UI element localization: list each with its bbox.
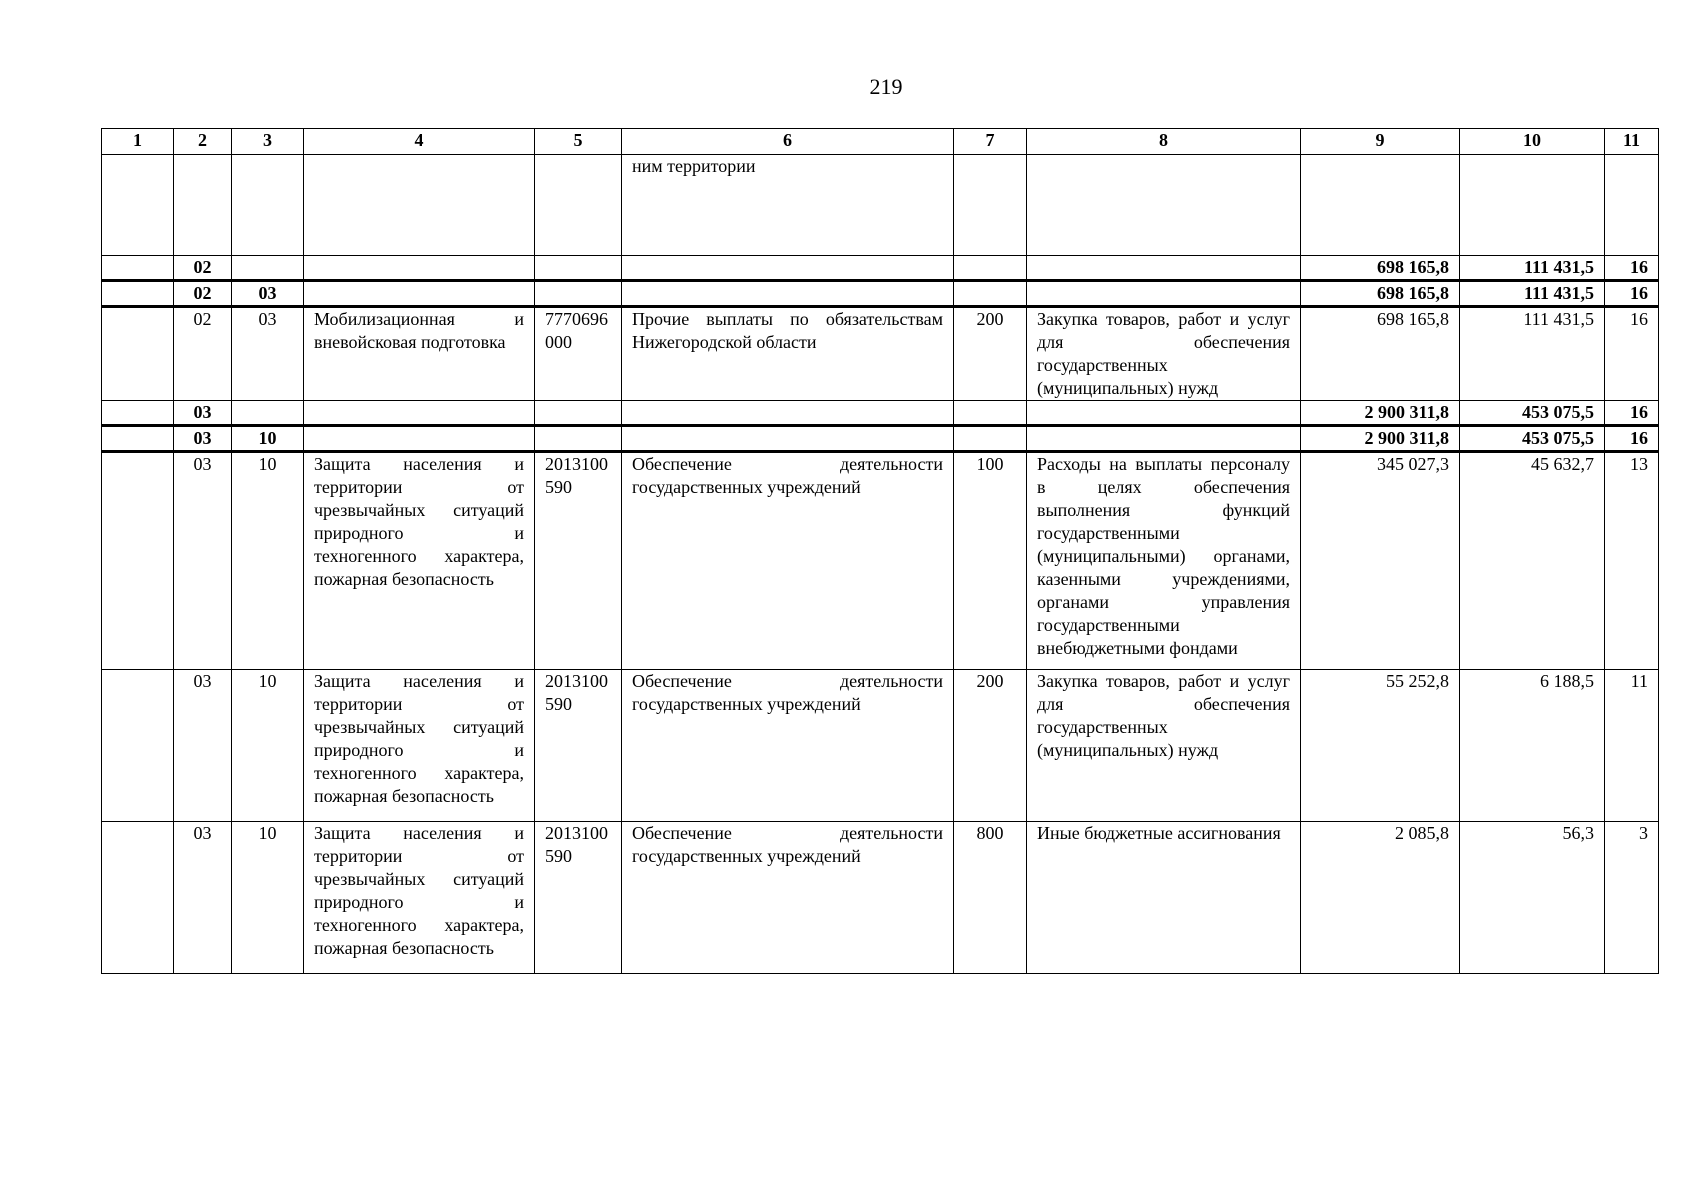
cell-subsection: 10 (232, 426, 304, 452)
cell-amount-actual: 56,3 (1460, 822, 1605, 974)
cell-amount-plan: 698 165,8 (1301, 281, 1460, 307)
cell-col1 (102, 426, 174, 452)
cell-amount-actual: 45 632,7 (1460, 452, 1605, 670)
cell-amount-plan: 2 900 311,8 (1301, 426, 1460, 452)
cell-section: 03 (174, 452, 232, 670)
cell-percent: 13 (1605, 452, 1659, 670)
cell-section: 02 (174, 256, 232, 281)
cell-expense-type-name: Расходы на выплаты персоналу в целях обеспечения выполнения функций государственными (муниципальными) органами, казенными учреждениями, органами управления государственными внебюджетными фондами (1027, 452, 1301, 670)
cell-amount-plan: 345 027,3 (1301, 452, 1460, 670)
col-header-7: 7 (954, 129, 1027, 155)
cell-amount-plan: 698 165,8 (1301, 256, 1460, 281)
cell-amount-plan: 2 085,8 (1301, 822, 1460, 974)
cell-section: 03 (174, 426, 232, 452)
cell-subsection: 10 (232, 452, 304, 670)
cell-target-name: Прочие выплаты по обязательствам Нижегородской области (622, 307, 954, 401)
page-number: 219 (869, 74, 903, 99)
cell-section: 02 (174, 281, 232, 307)
cell-target-name (622, 401, 954, 426)
cell-amount-actual: 111 431,5 (1460, 281, 1605, 307)
table-row (102, 452, 1659, 670)
cell-expense-type-name (1027, 281, 1301, 307)
cell-section: 02 (174, 307, 232, 401)
continuation-row (102, 155, 1659, 256)
cell-section-name (304, 256, 535, 281)
cell-col1 (102, 281, 174, 307)
cell-section-name (304, 281, 535, 307)
col-header-5: 5 (535, 129, 622, 155)
cell-target-code (535, 256, 622, 281)
cell-section-name: Защита населения и территории от чрезвычайных ситуаций природного и техногенного характера, пожарная безопасность (304, 670, 535, 822)
cell-col1 (102, 822, 174, 974)
cell-section-name (304, 401, 535, 426)
subtotal-row (102, 426, 1659, 452)
budget-table (101, 128, 1659, 974)
cell-expense-type-name (1027, 256, 1301, 281)
cell-section-name: Защита населения и территории от чрезвычайных ситуаций природного и техногенного характера, пожарная безопасность (304, 822, 535, 974)
cell-expense-type (954, 401, 1027, 426)
cell-target-code (535, 426, 622, 452)
cell-amount-actual: 453 075,5 (1460, 426, 1605, 452)
cell-percent: 16 (1605, 401, 1659, 426)
cell-expense-type (954, 256, 1027, 281)
cell-expense-type: 800 (954, 822, 1027, 974)
cell-col1 (102, 452, 174, 670)
cell-section-name: Мобилизационная и вневойсковая подготовка (304, 307, 535, 401)
cell-section: 03 (174, 670, 232, 822)
cell-section-name: Защита населения и территории от чрезвычайных ситуаций природного и техногенного характера, пожарная безопасность (304, 452, 535, 670)
cell-target-name (622, 281, 954, 307)
subtotal-row (102, 281, 1659, 307)
cell-percent: 16 (1605, 281, 1659, 307)
header-row (102, 129, 1659, 155)
col-header-6: 6 (622, 129, 954, 155)
cell-col1 (102, 256, 174, 281)
cell-target-code: 2013100590 (535, 452, 622, 670)
cell-subsection: 10 (232, 822, 304, 974)
cell-percent: 16 (1605, 426, 1659, 452)
cell-amount-actual: 453 075,5 (1460, 401, 1605, 426)
col-header-10: 10 (1460, 129, 1605, 155)
cell-amount-actual: 6 188,5 (1460, 670, 1605, 822)
cell-target-name (622, 256, 954, 281)
cell-expense-type: 100 (954, 452, 1027, 670)
cell-subsection: 10 (232, 670, 304, 822)
cell-section: 03 (174, 401, 232, 426)
subtotal-row (102, 401, 1659, 426)
cell-target-code (535, 281, 622, 307)
cell-amount-plan: 2 900 311,8 (1301, 401, 1460, 426)
cell-section: 03 (174, 822, 232, 974)
cell-section-name (304, 426, 535, 452)
cell-target-code (535, 401, 622, 426)
col-header-9: 9 (1301, 129, 1460, 155)
cell-percent: 3 (1605, 822, 1659, 974)
col-header-11: 11 (1605, 129, 1659, 155)
cell-target-name: Обеспечение деятельности государственных учреждений (622, 822, 954, 974)
cell-subsection: 03 (232, 307, 304, 401)
cell-target-name: Обеспечение деятельности государственных учреждений (622, 670, 954, 822)
table-row (102, 307, 1659, 401)
cell-target-name (622, 426, 954, 452)
continuation-text: ним территории (622, 155, 954, 256)
cell-target-code: 2013100590 (535, 822, 622, 974)
cell-expense-type-name: Закупка товаров, работ и услуг для обеспечения государственных (муниципальных) нужд (1027, 670, 1301, 822)
table-row (102, 822, 1659, 974)
col-header-8: 8 (1027, 129, 1301, 155)
cell-subsection (232, 401, 304, 426)
cell-col1 (102, 307, 174, 401)
cell-subsection (232, 256, 304, 281)
cell-col1 (102, 670, 174, 822)
cell-expense-type (954, 426, 1027, 452)
subtotal-row (102, 256, 1659, 281)
cell-percent: 11 (1605, 670, 1659, 822)
col-header-1: 1 (102, 129, 174, 155)
cell-expense-type-name (1027, 426, 1301, 452)
cell-expense-type: 200 (954, 670, 1027, 822)
cell-target-code: 7770696000 (535, 307, 622, 401)
cell-target-name: Обеспечение деятельности государственных учреждений (622, 452, 954, 670)
col-header-4: 4 (304, 129, 535, 155)
cell-amount-actual: 111 431,5 (1460, 307, 1605, 401)
cell-col1 (102, 401, 174, 426)
cell-percent: 16 (1605, 256, 1659, 281)
cell-expense-type-name (1027, 401, 1301, 426)
cell-expense-type (954, 281, 1027, 307)
cell-percent: 16 (1605, 307, 1659, 401)
cell-subsection: 03 (232, 281, 304, 307)
cell-expense-type: 200 (954, 307, 1027, 401)
col-header-3: 3 (232, 129, 304, 155)
cell-amount-actual: 111 431,5 (1460, 256, 1605, 281)
cell-expense-type-name: Иные бюджетные ассигнования (1027, 822, 1301, 974)
cell-amount-plan: 55 252,8 (1301, 670, 1460, 822)
cell-target-code: 2013100590 (535, 670, 622, 822)
cell-expense-type-name: Закупка товаров, работ и услуг для обеспечения государственных (муниципальных) нужд (1027, 307, 1301, 401)
col-header-2: 2 (174, 129, 232, 155)
table-row (102, 670, 1659, 822)
cell-amount-plan: 698 165,8 (1301, 307, 1460, 401)
